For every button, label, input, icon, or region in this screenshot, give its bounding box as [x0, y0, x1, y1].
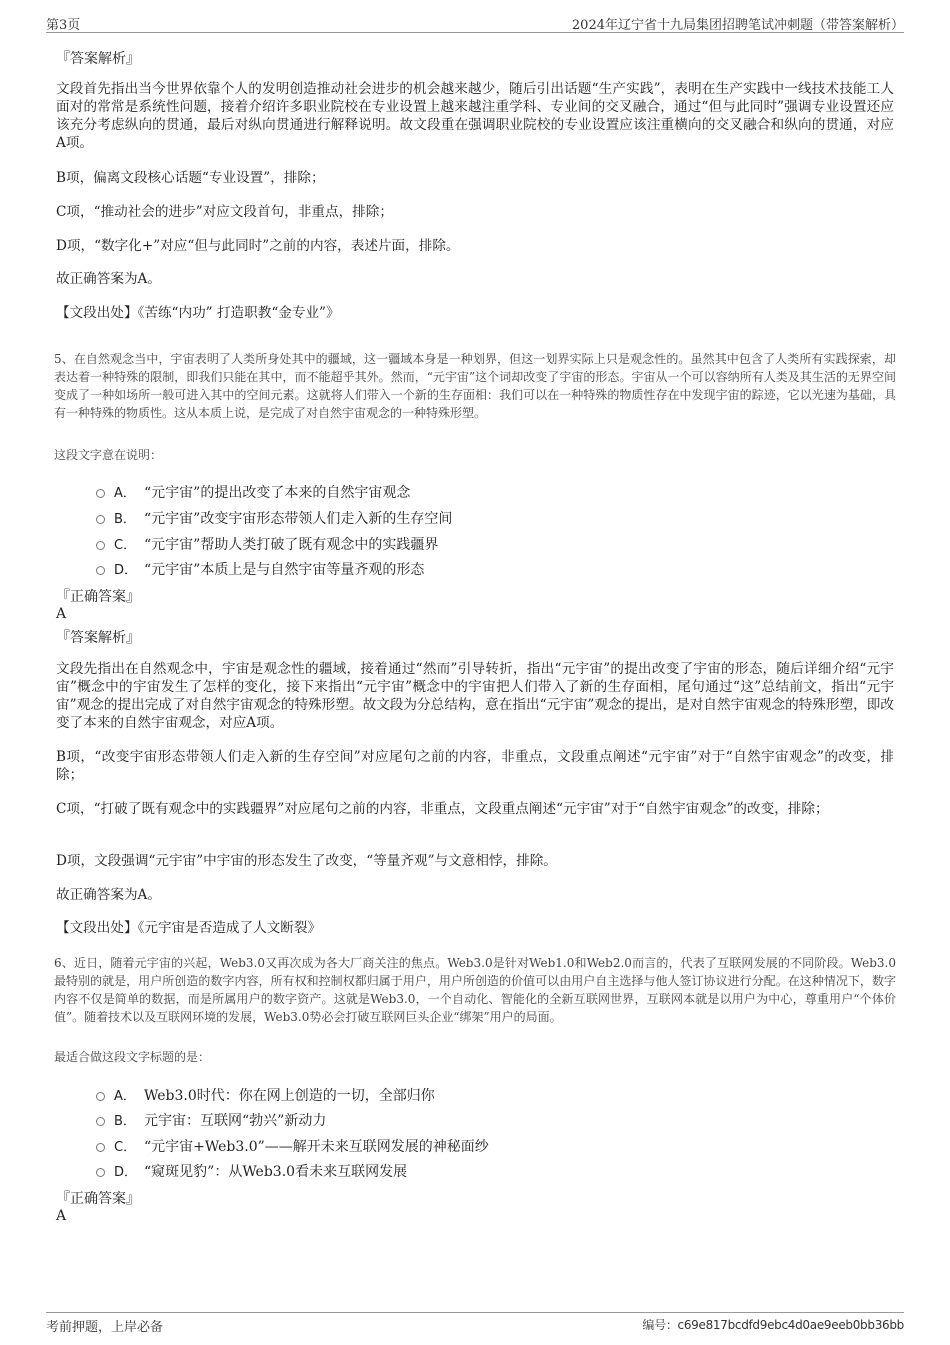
q5-option-d[interactable] [96, 559, 424, 579]
q5-option-a[interactable] [96, 482, 410, 502]
q4-analysis-text: 文段首先指出当今世界依靠个人的发明创造推动社会进步的机会越来越少，随后引出话题“生产实践”，表明在生产实践中一线技术技能工人面对的常常是系统性问题，接着介绍许多职业院校在专业设置上越来越注重学科、专业间的交叉融合，通过“但与此同时”强调专业设置还应该充分考虑纵向的贯通，最后对纵向贯通进行解释说明。故文段重在强调职业院校的专业设置应该注重横向的交叉融合和纵向的贯通，对应A项。 [56, 81, 894, 151]
option-letter: C． [114, 1140, 137, 1155]
option-text: “元宇宙”本质上是与自然宇宙等量齐观的形态 [144, 562, 425, 578]
radio-icon[interactable] [96, 541, 105, 550]
document-title: 2024年辽宁省十九局集团招聘笔试冲刺题（带答案解析） [571, 18, 904, 33]
q6-question: 最适合做这段文字标题的是： [54, 1050, 211, 1064]
option-text: “元宇宙”改变宇宙形态带领人们走入新的生存空间 [144, 511, 453, 527]
radio-icon[interactable] [96, 515, 105, 524]
option-letter: B． [114, 1114, 136, 1129]
document-code: 编号：c69e817bcdfd9ebc4d0ae9eeb0bb36bb [642, 1318, 904, 1332]
option-letter: A． [114, 486, 136, 501]
radio-icon[interactable] [96, 1143, 105, 1152]
radio-icon[interactable] [96, 566, 105, 575]
option-letter: D． [114, 1165, 138, 1180]
footer-slogan: 考前押题，上岸必备 [46, 1320, 164, 1335]
q5-question: 这段文字意在说明： [54, 448, 163, 462]
q6-option-b[interactable] [96, 1110, 326, 1130]
q6-option-d[interactable] [96, 1161, 407, 1181]
option-letter: A． [114, 1089, 136, 1104]
q6-option-a[interactable] [96, 1085, 435, 1105]
option-text: “元宇宙+Web3.0”——解开未来互联网发展的神秘面纱 [144, 1139, 489, 1155]
option-text: “元宇宙”的提出改变了本来的自然宇宙观念 [144, 485, 411, 501]
q5-answer: A [56, 606, 67, 622]
page-number: 第3页 [46, 18, 81, 33]
q5-analysis-label: 『答案解析』 [56, 630, 140, 646]
q6-option-c[interactable] [96, 1136, 489, 1156]
option-text: “元宇宙”帮助人类打破了既有观念中的实践疆界 [144, 537, 439, 553]
q5-option-d-explanation: D项，文段强调“元宇宙”中宇宙的形态发生了改变，“等量齐观”与文意相悖，排除。 [56, 853, 557, 869]
option-text: 元宇宙：互联网“勃兴”新动力 [144, 1113, 327, 1129]
q5-option-c[interactable] [96, 534, 438, 554]
q5-option-b[interactable] [96, 508, 452, 528]
q4-source: 【文段出处】《苦练“内功” 打造职教“金专业”》 [56, 305, 340, 321]
q5-option-c-explanation: C项，“打破了既有观念中的实践疆界”对应尾句之前的内容，非重点，文段重点阐述“元宇宙”对于“自然宇宙观念”的改变，排除； [56, 801, 829, 817]
radio-icon[interactable] [96, 1092, 105, 1101]
q6-stem: 6、近日，随着元宇宙的兴起，Web3.0又再次成为各大厂商关注的焦点。Web3.0是针对Web1.0和Web2.0而言的，代表了互联网发展的不同阶段。Web3.0最特别的就是，用户所创造的数字内容，所有权和控制权都归属于用户，用户所创造的价值可以由用户自主选择与他人签订协议进行分配。在这种情况下，数字内容不仅是简单的数据，而是所属用户的数字资产。这就是Web3.0，一个自动化、智能化的全新互联网世界，互联网本就是以用户为中心，尊重用户“个体价值”。随着技术以及互联网环境的发展，Web3.0势必会打破互联网巨头企业“绑架”用户的局面。 [54, 956, 896, 1024]
q6-answer-label: 『正确答案』 [56, 1191, 140, 1207]
q5-answer-label: 『正确答案』 [56, 589, 140, 605]
page-footer [46, 1312, 904, 1335]
radio-icon[interactable] [96, 1117, 105, 1126]
q4-option-b-explanation: B项，偏离文段核心话题“专业设置”，排除； [56, 170, 325, 186]
radio-icon[interactable] [96, 1168, 105, 1177]
q4-option-d-explanation: D项，“数字化+”对应“但与此同时”之前的内容，表述片面，排除。 [56, 238, 460, 254]
q4-analysis-label: 『答案解析』 [56, 51, 140, 67]
q5-analysis-text: 文段先指出在自然观念中，宇宙是观念性的疆域，接着通过“然而”引导转折，指出“元宇宙”的提出改变了宇宙的形态，随后详细介绍“元宇宙”概念中的宇宙发生了怎样的变化，接下来指出“元宇宙”概念中的宇宙把人们带入了新的生存面相，尾句通过“这”总结前文，指出“元宇宙”观念的提出完成了对自然宇宙观念的特殊形塑。故文段为分总结构，意在指出“元宇宙”观念的提出，是对自然宇宙观念的特殊形塑，即改变了本来的自然宇宙观念，对应A项。 [56, 661, 894, 731]
q6-answer: A [56, 1208, 67, 1224]
option-letter: D． [114, 563, 138, 578]
q4-conclusion: 故正确答案为A。 [56, 271, 161, 287]
option-letter: B． [114, 512, 136, 527]
option-text: “窥斑见豹”：从Web3.0看未来互联网发展 [144, 1164, 408, 1180]
page-header [46, 12, 904, 33]
q4-option-c-explanation: C项，“推动社会的进步”对应文段首句，非重点，排除； [56, 204, 393, 220]
q5-stem: 5、在自然观念当中，宇宙表明了人类所身处其中的疆域，这一疆域本身是一种划界，但这一划界实际上只是观念性的。虽然其中包含了人类所有实践探索，却表达着一种特殊的限制，即我们只能在其中，而不能超乎其外。然而，“元宇宙”这个词却改变了宇宙的形态。宇宙从一个可以容纳所有人类及其生活的无界空间变成了一种如场所一般可进入其中的空间元素。这就将人们带入一个新的生存面相：我们可以在一种特殊的物质性存在中发现宇宙的踪迹，它以光速为基础，具有一种特殊的物质性。这从本质上说，是完成了对自然宇宙观念的一种特殊形塑。 [54, 352, 896, 420]
q5-conclusion: 故正确答案为A。 [56, 887, 161, 903]
q5-option-b-explanation: B项，“改变宇宙形态带领人们走入新的生存空间”对应尾句之前的内容，非重点，文段重点阐述“元宇宙”对于“自然宇宙观念”的改变，排除； [56, 749, 894, 783]
option-letter: C． [114, 538, 137, 553]
q5-source: 【文段出处】《元宇宙是否造成了人文断裂》 [56, 920, 322, 936]
option-text: Web3.0时代：你在网上创造的一切，全部归你 [144, 1088, 435, 1104]
radio-icon[interactable] [96, 489, 105, 498]
